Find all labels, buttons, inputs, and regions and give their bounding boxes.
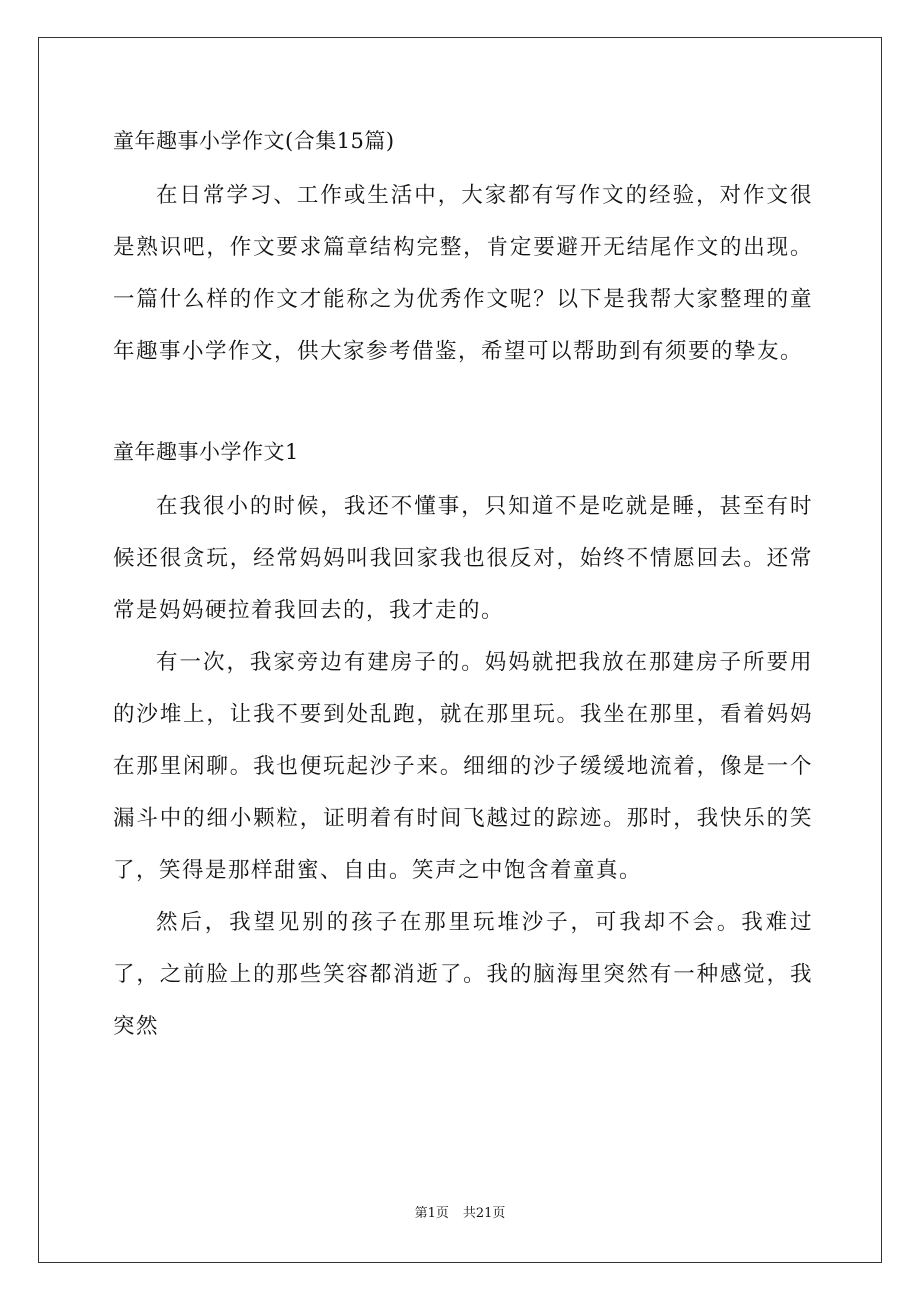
section-body [113,481,813,1053]
intro-paragraph: 在日常学习、工作或生活中，大家都有写作文的经验，对作文很是熟识吧，作文要求篇章结构完整，肯定要避开无结尾作文的出现。一篇什么样的作文才能称之为优秀作文呢？以下是我帮大家整理的童年趣事小学作文，供大家参考借鉴，希望可以帮助到有须要的挚友。 [113,183,813,364]
body-paragraph: 在我很小的时候，我还不懂事，只知道不是吃就是睡，甚至有时候还很贪玩，经常妈妈叫我回家我也很反对，始终不情愿回去。还常常是妈妈硬拉着我回去的，我才走的。 [113,494,813,623]
body-paragraph: 有一次，我家旁边有建房子的。妈妈就把我放在那建房子所要用的沙堆上，让我不要到处乱跑，就在那里玩。我坐在那里，看着妈妈在那里闲聊。我也便玩起沙子来。细细的沙子缓缓地流着，像是一个漏斗中的细小颗粒，证明着有时间飞越过的踪迹。那时，我快乐的笑了，笑得是那样甜蜜、自由。笑声之中饱含着童真。 [113,650,813,883]
page-footer [0,1205,920,1223]
document-body [113,119,813,1053]
document-title: 童年趣事小学作文(合集15篇) [113,129,395,153]
page-number: 第1页 [414,1206,449,1221]
body-paragraph: 然后，我望见别的孩子在那里玩堆沙子，可我却不会。我难过了，之前脸上的那些笑容都消逝了。我的脑海里突然有一种感觉，我突然 [113,910,813,1039]
page-total: 共21页 [462,1206,506,1221]
section-heading: 童年趣事小学作文1 [113,440,299,464]
